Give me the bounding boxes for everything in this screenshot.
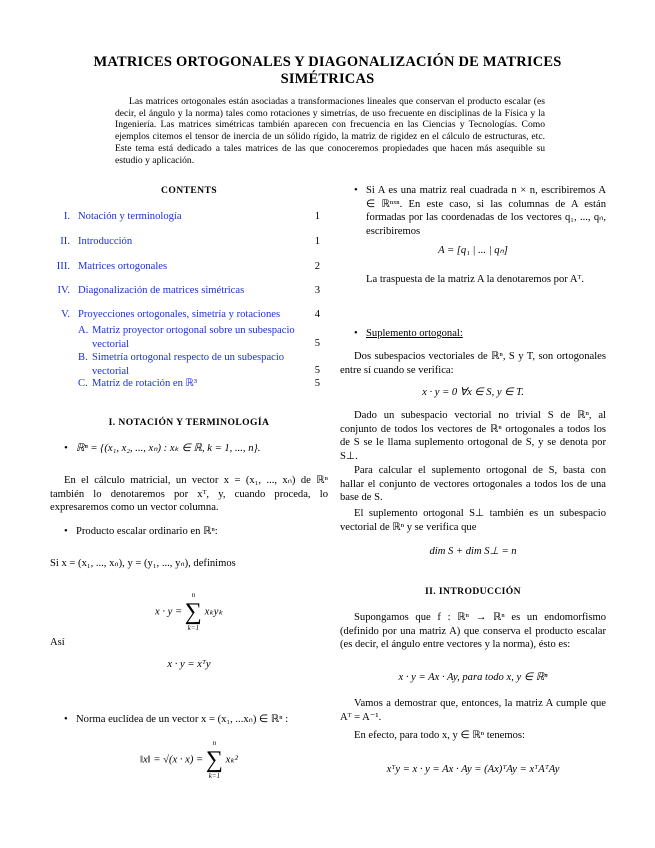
paragraph: Dos subespacios vectoriales de ℝⁿ, S y T, son ortogonales entre sí cuando se verifica: <box>340 351 606 376</box>
section-heading: II. INTRODUCCIÓN <box>425 586 521 597</box>
sum-symbol: n ∑ k=1 <box>205 739 223 780</box>
bullet-item: • Producto escalar ordinario en ℝⁿ: <box>50 525 328 539</box>
bullet-item: • ℝⁿ = {(x₁, x₂, ..., xₙ) : xₖ ∈ ℝ, k = 1, ..., n}. <box>50 442 328 456</box>
equation: x · y = xᵀy <box>167 659 211 670</box>
paragraph: El suplemento ortogonal S⊥ también es un subespacio vectorial de ℝⁿ y se verifica que <box>340 508 606 533</box>
equation: x · y = Ax · Ay, para todo x, y ∈ ℝⁿ <box>398 672 548 683</box>
paper-title: MATRICES ORTOGONALES Y DIAGONALIZACIÓN DE MATRICES SIMÉTRICAS <box>93 54 562 87</box>
section-heading: I. NOTACIÓN Y TERMINOLOGÍA <box>108 417 270 428</box>
bullet-item: • Norma euclídea de un vector x = (x₁, ...xₙ) ∈ ℝⁿ : <box>50 713 328 727</box>
bullet-item: • Suplemento ortogonal: <box>340 327 606 341</box>
equation: A = [q₁ | ... | qₙ] <box>438 245 508 256</box>
sum-symbol: n ∑ k=1 <box>184 591 202 632</box>
paragraph: Para calcular el suplemento ortogonal de S, basta con hallar el conjunto de vectores ortogonales a todos los de una base de S. <box>340 465 606 503</box>
paragraph: Si x = (x₁, ..., xₙ), y = (y₁, ..., yₙ), definimos <box>50 558 236 569</box>
paragraph: Dado un subespacio vectorial no trivial S de ℝⁿ, al conjunto de todos los vectores de ℝⁿ ortogonales a todos los de S se le llama suplemento ortogonal de S, y se denota por S⊥. <box>340 410 606 462</box>
paragraph: En el cálculo matricial, un vector x = (x₁, ..., xₙ) de ℝⁿ también lo denotaremos por xᵀ, y, cuando proceda, lo expresaremos como un vector columna. <box>50 475 328 513</box>
paragraph: Así <box>50 637 65 648</box>
paragraph: En efecto, para todo x, y ∈ ℝⁿ tenemos: <box>354 730 525 741</box>
contents-heading: CONTENTS <box>161 185 217 196</box>
paragraph: Supongamos que f : ℝⁿ → ℝⁿ es un endomorfismo (definido por una matriz A) que conserva el producto escalar (es decir, el ángulo entre vectores y la norma), ésto es: <box>340 612 606 650</box>
equation: xᵀy = x · y = Ax · Ay = (Ax)ᵀAy = xᵀAᵀAy <box>386 764 560 775</box>
equation: dim S + dim S⊥ = n <box>429 546 517 557</box>
abstract: Las matrices ortogonales están asociadas a transformaciones lineales que conservan el producto escalar (es decir, el ángulo y la norma) tales como rotaciones y simetrías, de uso frecuente en disciplinas de la Física y la Ingeniería. Las matrices simétricas también aparecen con frecuencia en las Ciencias y Tecnologías. Como ejemplos citemos el tensor de inercia de un sólido rígido, la matriz de rigidez en el cálculo de estructuras, etc. Este tema está dedicado a tales matrices de las que conoceremos propiedades que hacen más asequible su estudio y aplicación. <box>115 96 545 166</box>
equation: ‖x‖ = √(x · x) = n ∑ k=1 xₖ² <box>140 739 238 780</box>
table-of-contents: I. Notación y terminología 1 II. Introducción 1 III. Matrices ortogonales 2 IV. Diagonalización de matrices simétricas 3 V. Proyecciones ortogonales, simetría y rotaciones 4 A. Matriz proyector ortogonal sobre un subespacio vectorial 5 B. Simetría ortogonal respecto de un subespacio vectorial 5 C. Matriz de rotación en ℝ³ 5 <box>56 211 320 389</box>
bullet-item: • Si A es una matriz real cuadrada n × n, escribiremos A ∈ ℝⁿˣⁿ. En este caso, si las columnas de A están formadas por las coordenadas de los vectores q₁, ..., qₙ, escribiremos <box>340 184 606 238</box>
paragraph: La traspuesta de la matriz A la denotaremos por Aᵀ. <box>366 274 584 285</box>
paragraph: Vamos a demostrar que, entonces, la matriz A cumple que Aᵀ = A⁻¹. <box>340 698 606 723</box>
equation: x · y = 0 ∀x ∈ S, y ∈ T. <box>422 387 524 398</box>
equation: x · y = n ∑ k=1 xₖyₖ <box>154 591 223 632</box>
